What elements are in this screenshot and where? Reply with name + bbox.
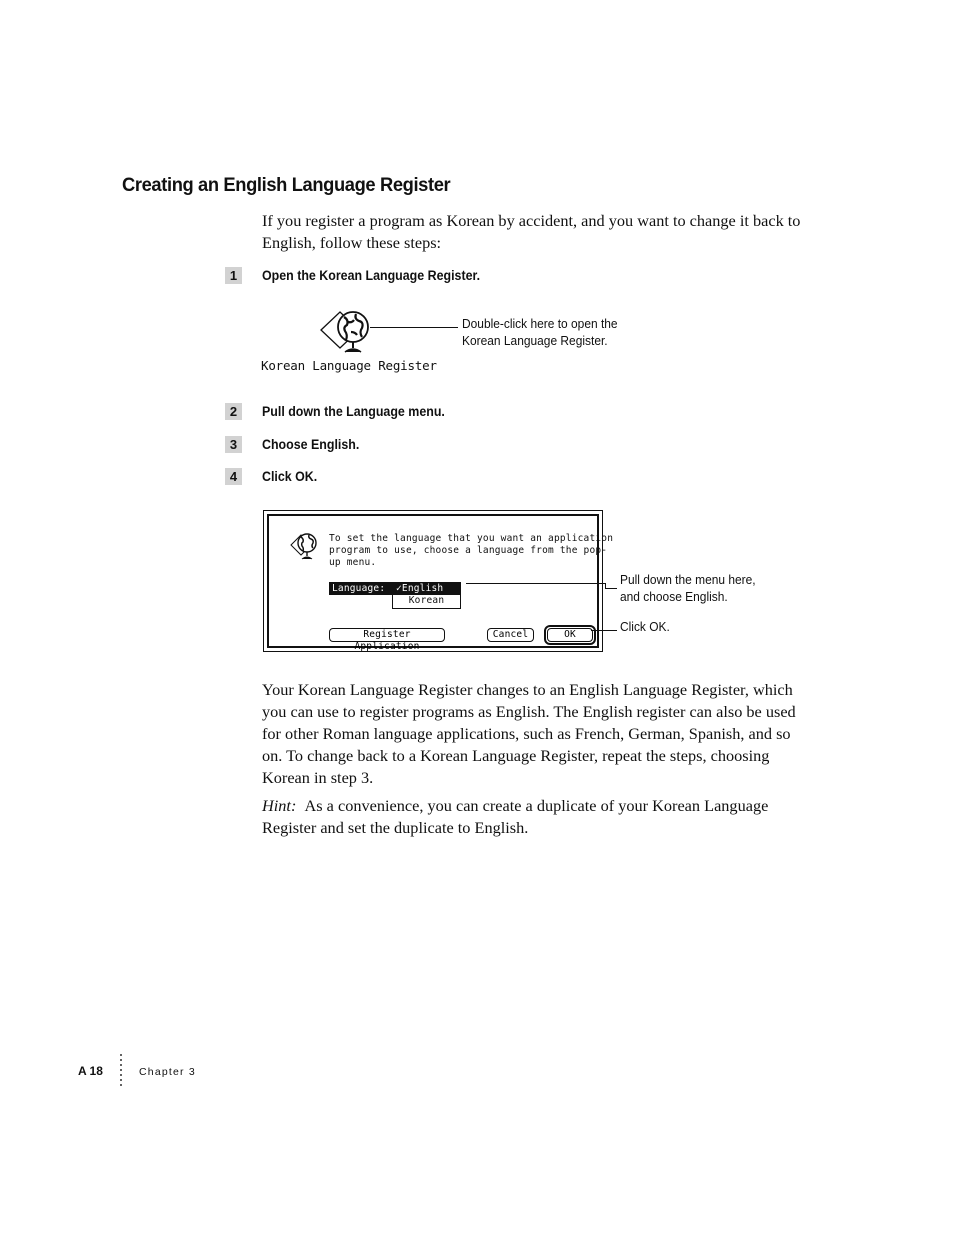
dialog-message-line3: up menu. xyxy=(329,557,377,568)
chapter-label: Chapter 3 xyxy=(139,1066,196,1078)
step-number-2: 2 xyxy=(225,403,242,420)
step-number-3: 3 xyxy=(225,436,242,453)
language-dialog xyxy=(263,510,614,652)
step-text-4: Click OK. xyxy=(262,469,318,484)
dialog-message-line1: To set the language that you want an application xyxy=(329,533,614,544)
callout-ok: Click OK. xyxy=(620,619,670,634)
icon-label: Korean Language Register xyxy=(261,358,437,373)
globe-register-icon[interactable] xyxy=(318,308,370,354)
callout-open-line1: Double-click here to open the xyxy=(462,316,618,331)
step-text-2: Pull down the Language menu. xyxy=(262,404,445,419)
menu-item-english[interactable]: ✓English xyxy=(393,583,460,595)
globe-icon xyxy=(289,530,319,560)
hint-text: As a convenience, you can create a duplicate of your Korean Language Register and set the duplicate to English. xyxy=(262,796,769,837)
dialog-message xyxy=(329,533,614,569)
menu-item-korean[interactable]: Korean xyxy=(408,595,445,606)
hint-label: Hint: xyxy=(262,796,297,815)
dialog-message-line2: program to use, choose a language from the pop- xyxy=(329,545,608,556)
callout-menu xyxy=(620,571,756,605)
step-text-1: Open the Korean Language Register. xyxy=(262,268,481,283)
section-heading: Creating an English Language Register xyxy=(122,174,451,196)
dialog-frame xyxy=(267,514,614,652)
callout-open-line2: Korean Language Register. xyxy=(462,333,608,348)
callout-menu-line1: Pull down the menu here, xyxy=(620,572,756,587)
callout-open-register xyxy=(462,315,618,349)
callout-leader-ok xyxy=(591,630,617,631)
register-application-button[interactable]: Register Application xyxy=(329,628,445,642)
step-number-1: 1 xyxy=(225,267,242,284)
callout-leader-menu-tail xyxy=(605,588,617,589)
language-popup-menu[interactable] xyxy=(392,582,461,609)
footer-dots xyxy=(119,1054,123,1089)
hint-paragraph xyxy=(262,795,807,839)
step-number-4: 4 xyxy=(225,468,242,485)
language-popup-label[interactable]: Language: xyxy=(329,582,393,595)
intro-paragraph: If you register a program as Korean by accident, and you want to change it back to English, follow these steps: xyxy=(262,211,801,252)
callout-leader-icon xyxy=(370,327,458,328)
callout-menu-line2: and choose English. xyxy=(620,589,728,604)
ok-button[interactable]: OK xyxy=(547,628,593,642)
cancel-button[interactable]: Cancel xyxy=(487,628,534,642)
result-paragraph: Your Korean Language Register changes to an English Language Register, which you can use to register programs as English. The English register can also be used for other Roman language applications, such as French, German, Spanish, and so on. To change back to a Korean Language Register, repeat the steps, choosing Korean in step 3. xyxy=(262,680,796,787)
step-text-3: Choose English. xyxy=(262,437,360,452)
page-number: A 18 xyxy=(78,1064,103,1078)
callout-leader-menu-h xyxy=(466,583,606,584)
